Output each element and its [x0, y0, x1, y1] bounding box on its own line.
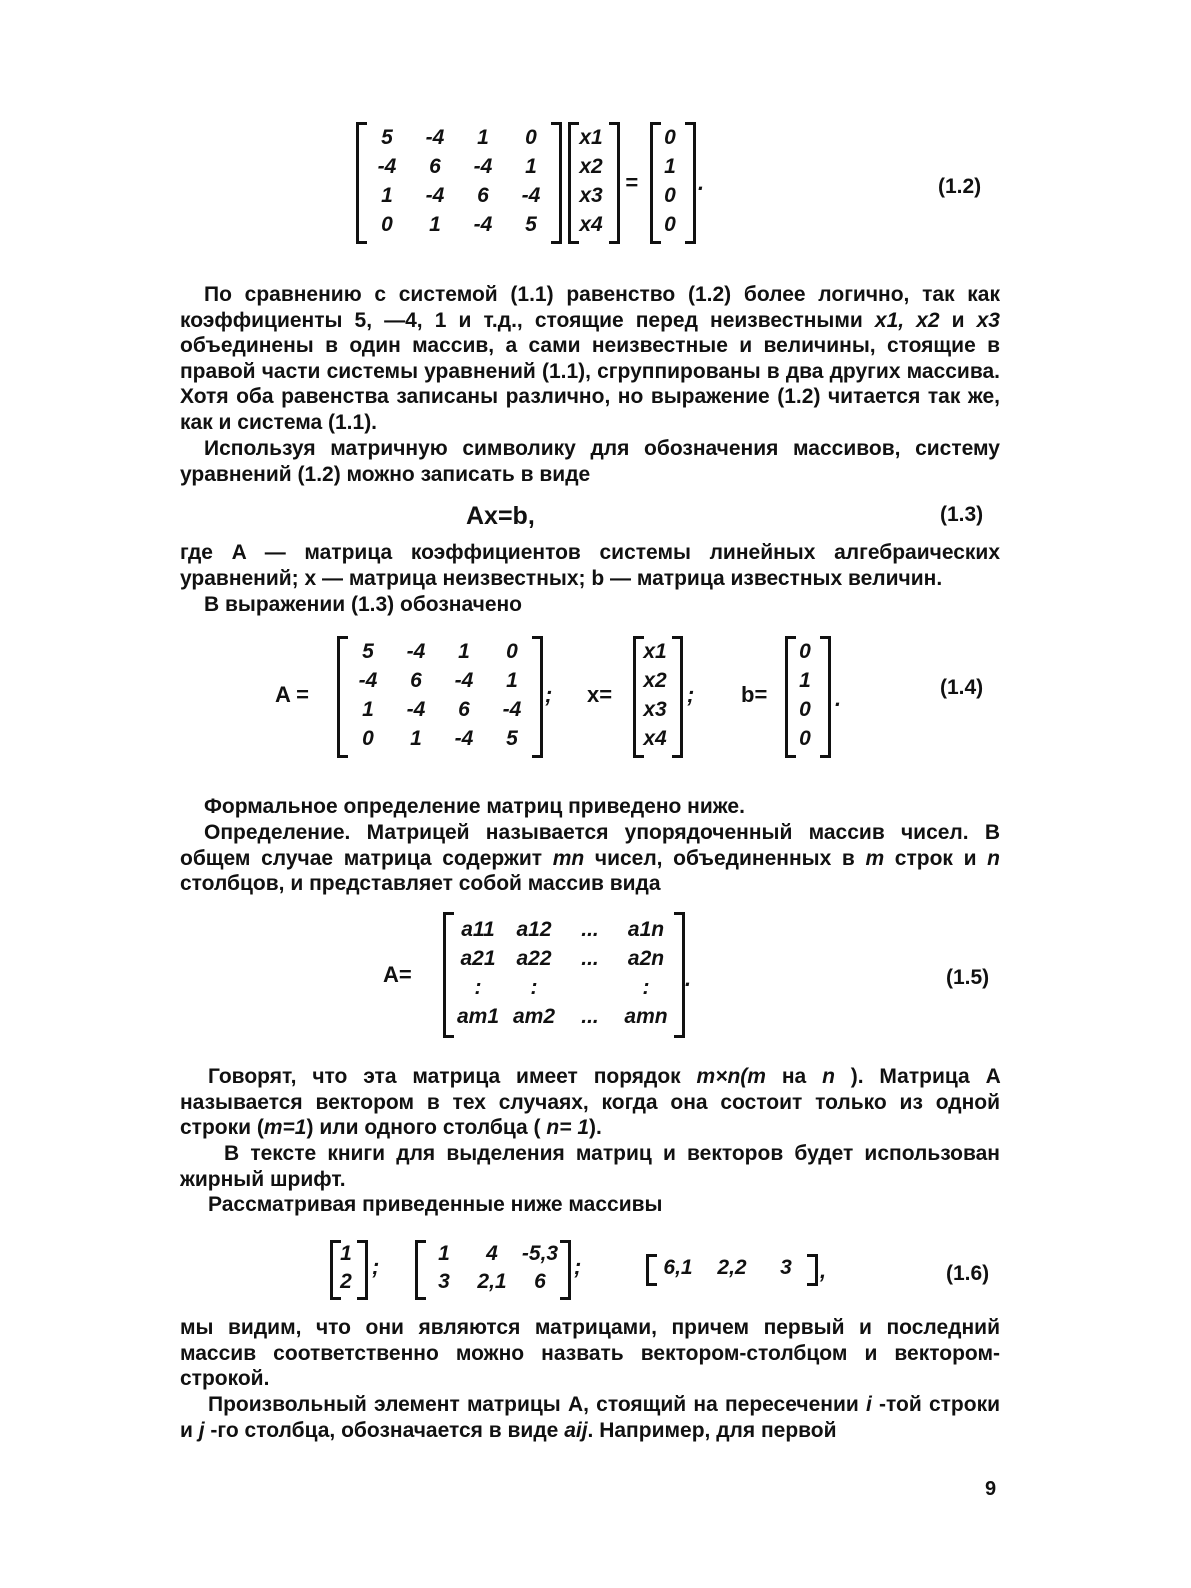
matrix-cell: ... — [581, 947, 599, 970]
text: -той строки и — [180, 1393, 1000, 1442]
matrix-cell: : — [642, 976, 650, 999]
symbol-n: n — [987, 846, 1000, 870]
separator: ; — [372, 1254, 380, 1279]
text: В тексте книги для выделения матриц и векторов будет использован жирный шрифт. — [180, 1142, 1000, 1191]
matrix-cell: 1 — [429, 213, 441, 236]
matrix-cell: 2,1 — [477, 1270, 507, 1293]
equation-1-2 — [350, 122, 770, 252]
paragraph-4 — [180, 592, 1000, 618]
matrix-cell: x1 — [643, 640, 667, 663]
variables-x1-x2: x1, x2 — [874, 308, 940, 332]
paragraph-2 — [180, 436, 1000, 487]
matrix-cell: 6 — [410, 669, 422, 692]
text: мы видим, что они являются матрицами, причем первый и последний массив соответственно можно назвать вектором-столбцом и вектором-строкой. — [180, 1316, 1000, 1390]
text: -го столбца, обозначается в виде — [204, 1418, 565, 1442]
label-b: b= — [741, 682, 768, 707]
matrix-A-1-2 — [356, 122, 562, 244]
symbol-A: A — [567, 1393, 584, 1416]
paragraph-10 — [180, 1315, 1000, 1392]
matrix-cell: am2 — [512, 1005, 556, 1028]
matrix-cell: -4 — [377, 155, 397, 178]
matrix-cell: -4 — [425, 184, 445, 207]
text: Матрицей называется упорядоченный массив чисел. В общем случае матрица содержит — [180, 821, 1000, 870]
text: и — [939, 308, 977, 332]
symbol-j: j — [198, 1418, 205, 1442]
matrix-cell: a2n — [627, 947, 665, 970]
text: столбцов, и представляет собой массив вида — [180, 872, 661, 895]
text: Говорят, что эта матрица имеет порядок — [208, 1065, 697, 1088]
matrix-cell: 1 — [410, 727, 422, 750]
matrix-cell: 5 — [525, 213, 537, 236]
paragraph-3 — [180, 540, 1000, 591]
comma: , — [820, 1258, 827, 1283]
matrix-A-1-4 — [337, 636, 543, 758]
symbol-aij: aij — [564, 1418, 588, 1442]
text: Используя матричную символику для обозначения массивов, систему уравнений (1.2) можно записать в виде — [180, 437, 1000, 486]
matrix-cell: x1 — [579, 126, 603, 149]
matrix-cell: -4 — [473, 155, 493, 178]
text: называется вектором в тех случаях, когда она состоит только из одной строки ( — [180, 1090, 1000, 1139]
symbol-i: i — [865, 1393, 872, 1416]
text: ). Матрица — [834, 1065, 986, 1088]
matrix-order: m×n(m — [696, 1065, 766, 1088]
period: . — [835, 686, 842, 711]
matrix-cell: 0 — [525, 126, 537, 149]
symbol-b: b — [591, 566, 605, 590]
paragraph-8 — [180, 1141, 1000, 1192]
text: . Например, для первой — [587, 1418, 837, 1442]
matrix-cell: -4 — [454, 669, 474, 692]
matrix-cell: x4 — [643, 727, 667, 750]
label-A: A = — [275, 682, 310, 707]
equation-1-3: Ax=b, — [466, 502, 535, 530]
matrix-cell: 5 — [506, 727, 518, 750]
matrix-cell: : — [474, 976, 482, 999]
text: строк и — [884, 846, 988, 870]
matrix-cell: 1 — [525, 155, 537, 178]
matrix-cell: 3 — [438, 1270, 450, 1293]
matrix-cell: ... — [581, 918, 599, 941]
symbol-x: x — [304, 566, 317, 590]
matrix-cell: 1 — [477, 126, 489, 149]
matrix-cell: amn — [624, 1005, 668, 1028]
text: — матрица неизвестных; — [316, 566, 592, 590]
symbol-A: A — [985, 1065, 1000, 1088]
matrix-cell: -4 — [358, 669, 378, 692]
text: — матрица коэффициентов системы линейных алгебраических уравнений; — [180, 541, 1001, 590]
text: Формальное определение матриц приведено ниже. — [204, 795, 745, 818]
matrix-cell: 1 — [799, 669, 811, 692]
variable-x3: x3 — [976, 308, 1000, 332]
matrix-cell: 0 — [506, 640, 518, 663]
symbol-m: m — [865, 846, 885, 870]
matrix-cell: -4 — [406, 640, 426, 663]
vector-x-1-4 — [633, 636, 683, 758]
equation-number-1-3: (1.3) — [940, 503, 984, 526]
separator: ; — [687, 682, 695, 707]
matrix-cell: x2 — [579, 155, 603, 178]
matrix-cell: 0 — [664, 184, 676, 207]
text: на — [765, 1065, 823, 1088]
text: ). — [589, 1116, 602, 1139]
paragraph-9 — [180, 1192, 1000, 1218]
text: объединены в один массив, а сами неизвестные и величины, стоящие в правой части системы уравнений (1.1), сгруппированы в два других массива. Хотя оба равенства записаны различно, но выражение (1.2) читается так же, как и система (1.1). — [180, 334, 1000, 434]
matrix-cell: 0 — [664, 213, 676, 236]
definition-lead: Определение. — [204, 821, 351, 844]
paragraph-5 — [180, 794, 1000, 820]
column-vector — [330, 1240, 368, 1300]
separator: ; — [545, 682, 553, 707]
text: — матрица известных величин. — [604, 566, 943, 590]
text: В выражении (1.3) обозначено — [204, 593, 523, 616]
text: чисел, объединенных в — [584, 846, 866, 870]
symbol-A: A — [231, 541, 247, 564]
label-x: x= — [587, 682, 613, 707]
matrix-cell: -4 — [473, 213, 493, 236]
matrix-cell: 6 — [477, 184, 489, 207]
text: По сравнению с системой (1.1) равенство (1.2) более логично, так как коэффициенты 5, —4, 1 и т.д., стоящие перед неизвестными — [180, 283, 1000, 332]
text: Рассматривая приведенные ниже массивы — [208, 1193, 663, 1216]
matrix-cell: ... — [581, 1005, 599, 1028]
matrix-cell: 4 — [486, 1242, 498, 1265]
matrix-cell: am1 — [456, 1005, 500, 1028]
equation-number-1-2: (1.2) — [938, 175, 982, 198]
matrix-cell: 3 — [780, 1256, 792, 1279]
matrix-cell: -5,3 — [521, 1242, 559, 1265]
matrix-cell: -4 — [521, 184, 541, 207]
period: . — [698, 170, 705, 195]
matrix-cell: 0 — [799, 640, 811, 663]
matrix-cell: 1 — [438, 1242, 450, 1265]
matrix-cell: 0 — [799, 698, 811, 721]
paragraph-11 — [180, 1392, 1000, 1443]
vector-b-1-2 — [650, 122, 696, 244]
matrix-cell: 1 — [458, 640, 470, 663]
matrix-cell: -4 — [502, 698, 522, 721]
page-number: 9 — [985, 1478, 997, 1500]
matrix-cell: 2,2 — [717, 1256, 747, 1279]
paragraph-6 — [180, 820, 1000, 897]
text: ) или одного столбца ( — [306, 1116, 547, 1139]
matrix-cell: -4 — [425, 126, 445, 149]
equation-1-4 — [275, 636, 875, 766]
matrix-2x3 — [415, 1240, 571, 1300]
symbol-n: n — [822, 1065, 835, 1088]
matrix-cell: 5 — [381, 126, 393, 149]
matrix-cell: a21 — [460, 947, 496, 970]
paragraph-1 — [180, 282, 1000, 435]
matrix-cell: 0 — [664, 126, 676, 149]
matrix-cell: 2 — [340, 1270, 352, 1293]
symbol-m-equals-1: m=1 — [263, 1116, 307, 1139]
period: . — [685, 966, 692, 991]
symbol-n-equals-1: n= 1 — [546, 1116, 589, 1139]
matrix-cell: -4 — [406, 698, 426, 721]
matrix-cell: a12 — [516, 918, 552, 941]
matrix-cell: 0 — [362, 727, 374, 750]
equals-sign: = — [625, 170, 638, 195]
matrix-cell: 0 — [381, 213, 393, 236]
matrix-cell: 5 — [362, 640, 374, 663]
matrix-cell: 6 — [458, 698, 470, 721]
matrix-cell: x3 — [579, 184, 603, 207]
matrix-cell: 0 — [799, 727, 811, 750]
matrix-cell: -4 — [454, 727, 474, 750]
matrix-cell: a11 — [461, 918, 495, 941]
label-A: A= — [383, 962, 412, 987]
matrix-cell: 1 — [381, 184, 393, 207]
symbol-mn: mn — [552, 846, 585, 870]
matrix-cell: 6 — [534, 1270, 546, 1293]
matrix-cell: : — [530, 976, 538, 999]
equation-number-1-5: (1.5) — [946, 966, 990, 989]
matrix-general-1-5 — [443, 912, 685, 1038]
matrix-cell: 1 — [340, 1242, 352, 1265]
matrix-cell: x2 — [643, 669, 667, 692]
row-vector — [646, 1254, 818, 1286]
matrix-cell: 1 — [506, 669, 518, 692]
matrix-cell: a22 — [516, 947, 552, 970]
paragraph-7 — [180, 1064, 1000, 1141]
equation-1-5 — [383, 912, 723, 1042]
vector-x-1-2 — [568, 122, 620, 244]
matrix-cell: a1n — [627, 918, 665, 941]
matrix-cell: 1 — [664, 155, 676, 178]
equation-number-1-4: (1.4) — [940, 676, 984, 699]
equation-number-1-6: (1.6) — [946, 1262, 990, 1285]
matrix-cell: 1 — [362, 698, 374, 721]
text: Произвольный элемент матрицы — [208, 1393, 568, 1416]
equation-1-6 — [330, 1240, 850, 1310]
separator: ; — [574, 1254, 582, 1279]
matrix-cell: 6 — [429, 155, 441, 178]
vector-b-1-4 — [785, 636, 831, 758]
matrix-cell: x4 — [579, 213, 603, 236]
matrix-cell: 6,1 — [663, 1256, 693, 1279]
matrix-cell: x3 — [643, 698, 667, 721]
text: , стоящий на пересечении — [583, 1393, 866, 1416]
text: где — [180, 541, 232, 564]
